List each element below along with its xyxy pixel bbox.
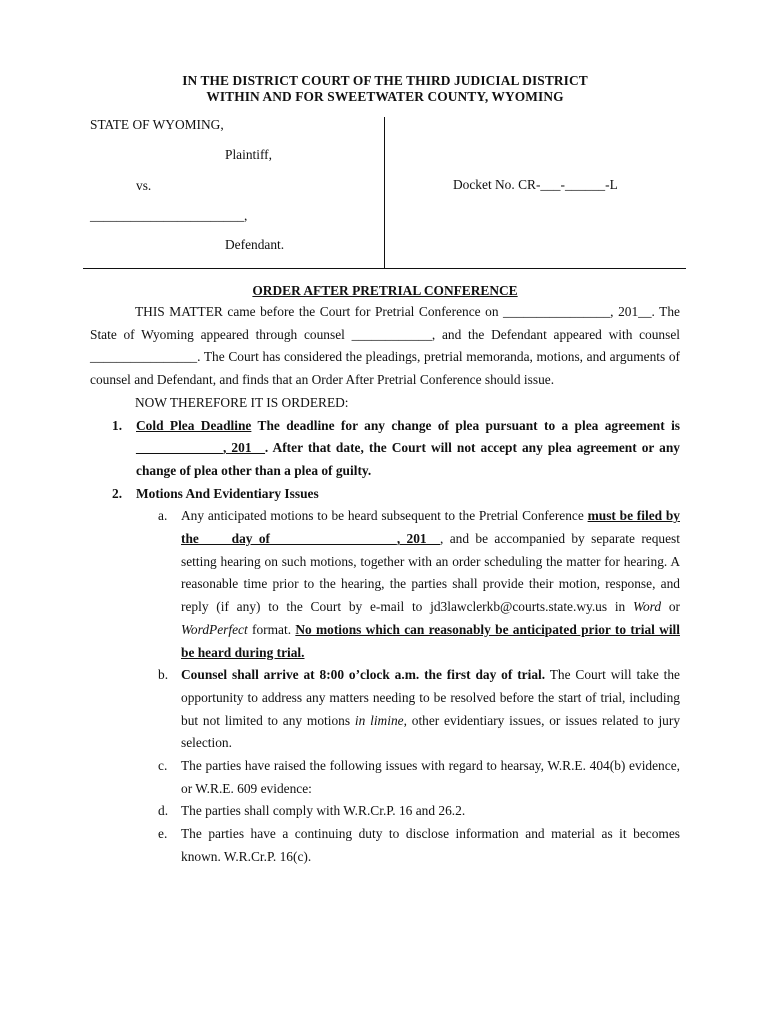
court-header <box>0 73 770 105</box>
motions-heading: Motions And Evidentiary Issues <box>136 485 319 501</box>
subitem-a-text-b: , and be accompanied by separate request setting hearing on such motions, together with an order scheduling the matter for hearing. A reasonable time prior to the hearing, the parties shall provide their motion, response, and reply (if any) to the Court by e-mail to jd3lawclerkb@courts.state.wy.us in <box>181 531 680 615</box>
order-body <box>90 301 680 869</box>
defendant-name-blank: _______________________, <box>90 208 248 223</box>
caption-divider-vertical <box>384 117 385 268</box>
subitem-c <box>136 755 680 800</box>
subitem-d <box>136 800 680 823</box>
subitem-c-text: The parties have raised the following issues with regard to hearsay, W.R.E. 404(b) evidence, or W.R.E. 609 evidence: <box>181 758 680 796</box>
ordered-statement: NOW THEREFORE IT IS ORDERED: <box>135 394 349 410</box>
subitem-letter: b. <box>158 667 169 683</box>
subitem-a-format: format. <box>247 621 296 637</box>
in-limine-term: in limine <box>354 712 404 728</box>
subitem-a-or: or <box>661 599 680 615</box>
order-items <box>90 415 680 869</box>
subitem-b <box>136 664 680 755</box>
document-title: ORDER AFTER PRETRIAL CONFERENCE <box>252 283 518 298</box>
motions-subitems <box>136 505 680 868</box>
order-item-motions <box>90 483 680 869</box>
defendant-label: Defendant. <box>225 237 285 252</box>
cold-plea-heading: Cold Plea Deadline <box>136 417 252 433</box>
item-number: 1. <box>112 417 123 433</box>
word-format: Word <box>633 599 662 615</box>
versus-label: vs. <box>136 178 152 193</box>
cold-plea-date-blank: _____________, 201__ <box>136 440 265 456</box>
subitem-b-text-b: , other evidentiary issues, or issues related to jury selection. <box>181 712 681 751</box>
plaintiff-label: Plaintiff, <box>225 147 272 162</box>
subitem-d-text: The parties shall comply with W.R.Cr.P. 16 and 26.2. <box>181 803 466 819</box>
cold-plea-text-b: . After that date, the Court will not accept any plea agreement or any change of plea other than a plea of guilty. <box>136 440 680 478</box>
court-header-line-2: WITHIN AND FOR SWEETWATER COUNTY, WYOMING <box>206 89 564 104</box>
subitem-letter: a. <box>158 508 168 524</box>
subitem-e-text: The parties have a continuing duty to disclose information and material as it becomes known. W.R.Cr.P. 16(c). <box>181 826 680 864</box>
subitem-b-text-a: The Court will take the opportunity to address any matters needing to be resolved before the start of trial, including but not limited to any motions <box>181 667 681 728</box>
intro-paragraph: THIS MATTER came before the Court for Pretrial Conference on ________________, 201__. The State of Wyoming appeared through counsel ____________, and the Defendant appeared with counsel ________________. The Court has considered the pleadings, pretrial memoranda, motions, and arguments of counsel and Defendant, and finds that an Order After Pretrial Conference should issue. <box>90 304 680 388</box>
subitem-a-text-a: Any anticipated motions to be heard subsequent to the Pretrial Conference <box>181 508 588 524</box>
no-motions-warning: No motions which can reasonably be anticipated prior to trial will be heard during trial. <box>181 621 680 660</box>
filing-deadline-blank: must be filed by the ___ day of __________________, 201__ <box>181 508 680 547</box>
subitem-letter: e. <box>158 826 168 842</box>
subitem-letter: d. <box>158 803 169 819</box>
cold-plea-text-a: The deadline for any change of plea pursuant to a plea agreement is <box>251 417 680 433</box>
subitem-letter: c. <box>158 758 168 774</box>
docket-number: Docket No. CR-___-______-L <box>453 177 618 192</box>
subitem-a <box>136 505 680 664</box>
wordperfect-format: WordPerfect <box>181 621 248 637</box>
plaintiff-name: STATE OF WYOMING, <box>90 117 224 132</box>
item-number: 2. <box>112 485 123 501</box>
order-item-cold-plea <box>90 415 680 483</box>
caption-divider-horizontal <box>83 268 686 269</box>
arrival-time-notice: Counsel shall arrive at 8:00 o’clock a.m. the first day of trial. <box>181 667 546 683</box>
subitem-e <box>136 823 680 868</box>
court-header-line-1: IN THE DISTRICT COURT OF THE THIRD JUDICIAL DISTRICT <box>182 73 588 88</box>
